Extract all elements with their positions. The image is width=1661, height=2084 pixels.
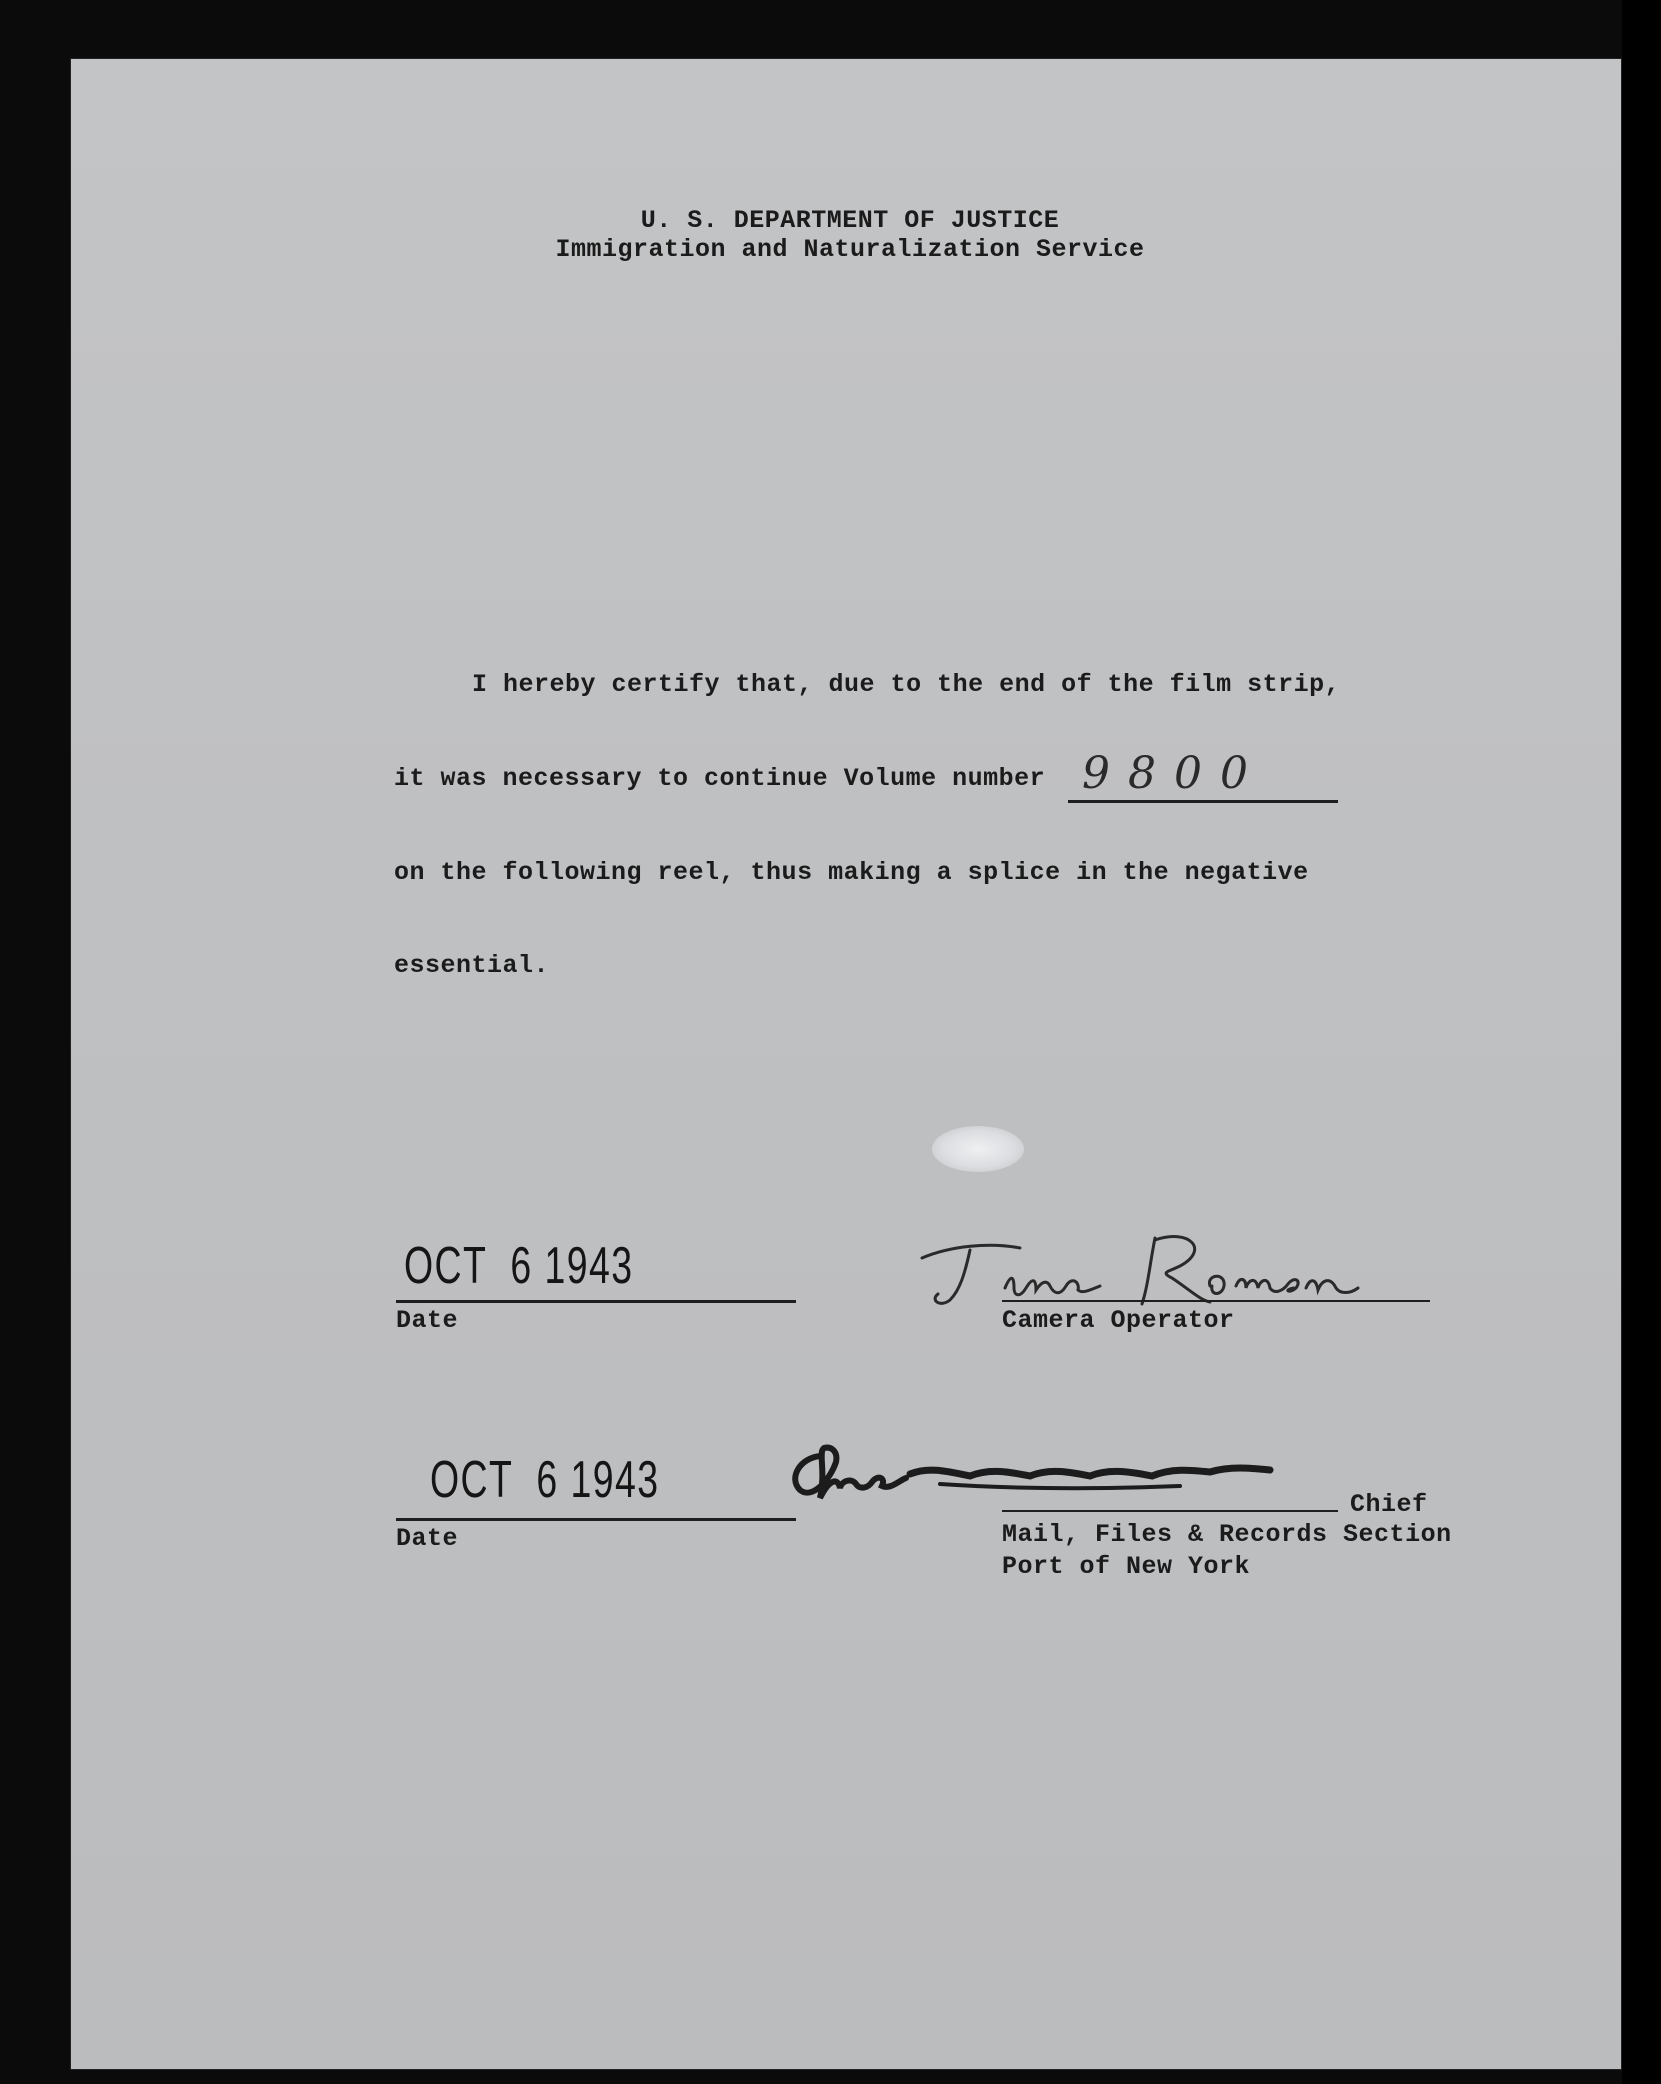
- date-stamp-2: OCT 6 1943: [430, 1451, 660, 1509]
- agency-subdivision: Immigration and Naturalization Service: [555, 235, 1145, 264]
- date-stamp-1: OCT 6 1943: [404, 1237, 634, 1295]
- port-name: Port of New York: [1002, 1552, 1251, 1581]
- camera-operator-label: Camera Operator: [1002, 1306, 1235, 1335]
- chief-signature-line: [1002, 1510, 1338, 1512]
- certification-line-4: essential.: [394, 951, 550, 980]
- volume-number-underline: [1068, 800, 1338, 803]
- certification-line-3: on the following reel, thus making a splice in the negative: [394, 858, 1309, 887]
- date-label-1: Date: [396, 1306, 459, 1335]
- chief-signature: [760, 1418, 1400, 1518]
- document-page: [70, 58, 1622, 2070]
- paper-smudge: [932, 1126, 1024, 1172]
- certification-line-2: it was necessary to continue Volume number: [394, 764, 1046, 793]
- date-line-2: [396, 1518, 796, 1521]
- date-label-2: Date: [396, 1524, 459, 1553]
- film-frame-edge: [1622, 0, 1661, 2084]
- date-line-1: [396, 1300, 796, 1303]
- section-name: Mail, Files & Records Section: [1002, 1520, 1452, 1549]
- camera-operator-line: [1002, 1300, 1430, 1302]
- agency-name: U. S. DEPARTMENT OF JUSTICE: [640, 206, 1060, 235]
- camera-operator-signature: [910, 1228, 1430, 1318]
- certification-line-1: I hereby certify that, due to the end of the film strip,: [472, 670, 1341, 699]
- chief-title: Chief: [1350, 1490, 1428, 1519]
- volume-number-handwritten: 9800: [1082, 748, 1266, 799]
